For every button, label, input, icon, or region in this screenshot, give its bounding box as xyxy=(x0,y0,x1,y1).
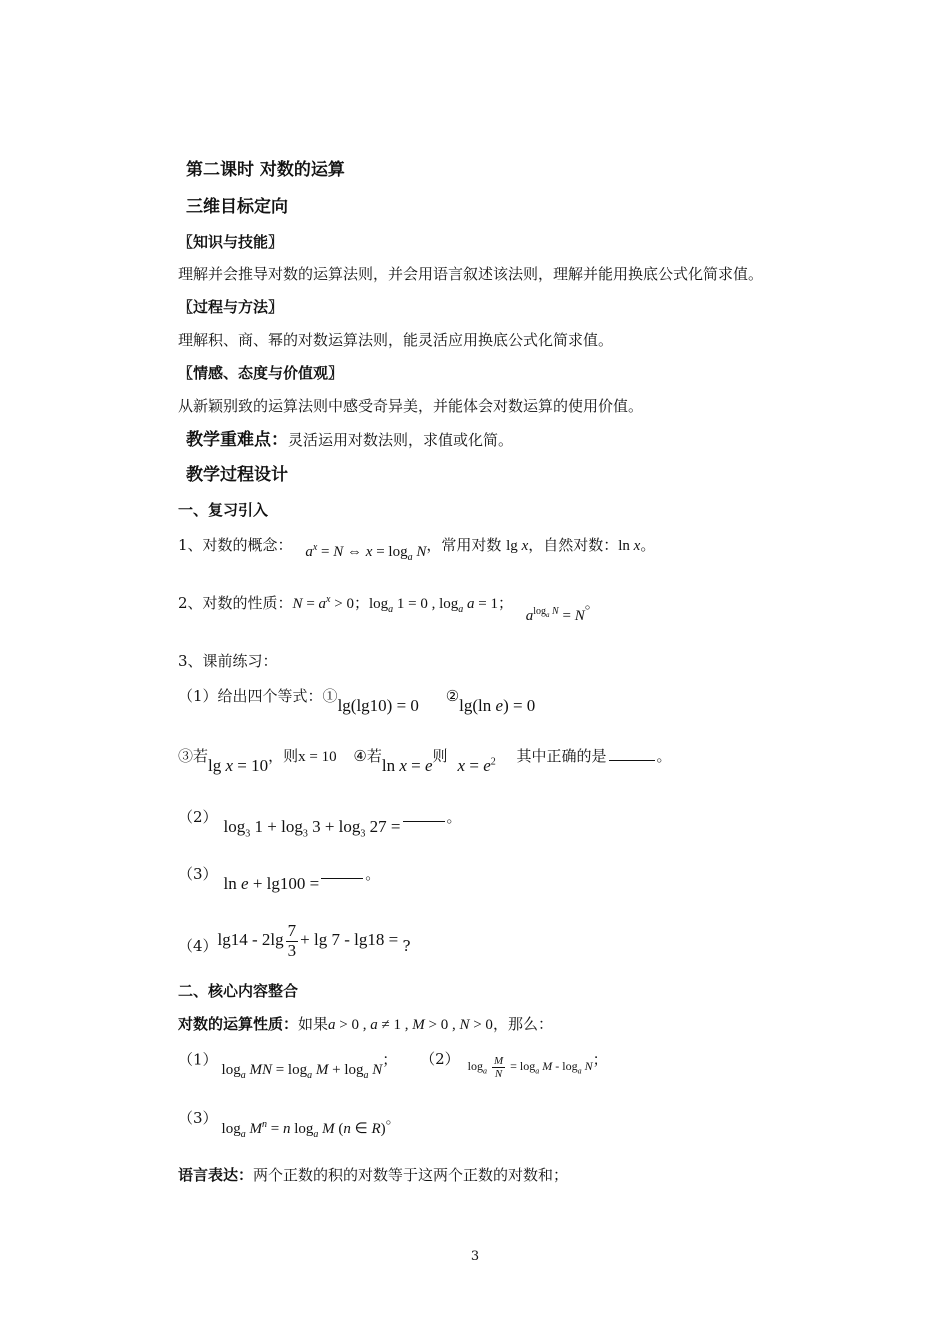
process-label: 〖过程与方法〗 xyxy=(178,298,284,316)
rules-line-2 xyxy=(178,1109,401,1140)
then-label-4: 则 xyxy=(432,747,448,765)
concept-prefix: 1、对数的概念： xyxy=(178,536,293,554)
concept-line xyxy=(178,536,656,563)
emotion-text: 从新颖别致的运算法则中感受奇异美，并能体会对数运算的使用价值。 xyxy=(178,397,644,415)
fraction-7-3: $\frac{7}{3}$ xyxy=(287,921,297,960)
property-end: 。 xyxy=(584,594,600,612)
rule-1-semi: ； xyxy=(382,1050,398,1069)
exercise-2-end: 。 xyxy=(446,808,462,826)
page-title: 第二课时 对数的运算 xyxy=(186,160,345,180)
exercise-3-end: 。 xyxy=(365,865,381,883)
rule-3-prefix: （3） xyxy=(178,1109,218,1127)
exercise-4-formula: lg14 - 2lg $\frac{7}{3}$ + lg 7 - lg18 = xyxy=(217,921,403,960)
language-label: 语言表达： xyxy=(178,1166,254,1184)
emotion-label: 〖情感、态度与价值观〗 xyxy=(178,364,344,382)
exercise-4 xyxy=(178,922,411,960)
identity-formula: $a^{log_a N} = N$ xyxy=(525,606,585,624)
page-number: 3 xyxy=(470,1249,480,1264)
natural-log: ln x xyxy=(618,538,641,554)
key-points-text: 灵活运用对数法则，求值或化简。 xyxy=(288,431,514,449)
rule-2-semi: ； xyxy=(592,1050,608,1069)
section2-heading: 二、核心内容整合 xyxy=(178,982,299,1000)
exercise-3 xyxy=(178,864,381,893)
exercise-4-prefix: （4） xyxy=(178,937,218,956)
exercise-1 xyxy=(178,686,536,715)
equation-3: lg x = 10 xyxy=(208,756,269,775)
property-statement xyxy=(178,1015,553,1034)
equation-3-result: x = 10 xyxy=(298,749,337,765)
rule-quotient: loga M N = loga M - loga N xyxy=(467,1055,593,1081)
knowledge-label: 〖知识与技能〗 xyxy=(178,233,284,251)
circle-2-label: ② xyxy=(445,687,460,705)
exercise-3-blank[interactable] xyxy=(321,868,363,879)
property-line xyxy=(178,594,600,624)
equation-4: ln x = e xyxy=(381,756,433,775)
property-then: ，那么： xyxy=(492,1015,553,1033)
rule-power: $\log_a M^n = n$ $\log_a M$ (n ∈ R) xyxy=(221,1119,386,1140)
equation-1: lg(lg10) = 0 xyxy=(337,696,419,715)
property-conditions: a > 0 , a ≠ 1 , M > 0 , N > 0 xyxy=(328,1017,493,1033)
then-label-3: ，则 xyxy=(268,747,299,765)
exercise-3-prefix: （3） xyxy=(178,865,218,883)
exercise-1b xyxy=(178,746,672,775)
property-formula: $N = a^x > 0$；$\log_a 1 = 0$ , $\log_a a = 1$； xyxy=(292,594,513,615)
property-if: 如果 xyxy=(298,1015,329,1033)
concept-mid2: ，自然对数： xyxy=(528,536,619,554)
rule-3-end: 。 xyxy=(385,1109,401,1127)
process-text: 理解积、商、幂的对数运算法则，能灵活应用换底公式化简求值。 xyxy=(178,331,614,349)
design-heading: 教学过程设计 xyxy=(186,465,288,485)
question-end: 。 xyxy=(656,747,672,765)
answer-blank[interactable] xyxy=(609,750,655,761)
exercise-2-formula: $\log_3 1 + \log_3 3 + \log_3 27$ = xyxy=(223,817,401,840)
goals-heading: 三维目标定向 xyxy=(186,197,288,217)
exercise-4-end: ? xyxy=(402,937,411,956)
rule-2-prefix: （2） xyxy=(420,1050,460,1069)
property-prefix: 2、对数的性质： xyxy=(178,594,293,612)
common-log: lg x xyxy=(506,538,529,554)
language-expression xyxy=(178,1166,568,1184)
circle-4-label: ④若 xyxy=(353,747,382,765)
circle-1-label: ① xyxy=(322,687,338,705)
concept-mid: ，常用对数 xyxy=(426,536,502,554)
exercise-2 xyxy=(178,807,462,840)
exercise-2-prefix: （2） xyxy=(178,808,218,826)
key-points-label: 教学重难点： xyxy=(186,430,288,450)
exercise-heading: 3、课前练习： xyxy=(178,652,278,670)
equation-2: lg(ln e) = 0 xyxy=(459,696,536,715)
concept-formula: $a^x = N$ ⇔ $x = \log_a N$ xyxy=(305,542,427,563)
property-label: 对数的运算性质： xyxy=(178,1015,299,1033)
question-text: 其中正确的是 xyxy=(516,747,607,765)
exercise-2-blank[interactable] xyxy=(403,811,445,822)
language-text: 两个正数的积的对数等于这两个正数的对数和； xyxy=(253,1166,569,1184)
exercise-3-formula: ln e + lg100 = xyxy=(223,874,320,893)
section1-heading: 一、复习引入 xyxy=(178,501,269,519)
key-points xyxy=(186,430,513,450)
rules-line-1 xyxy=(178,1049,608,1082)
exercise-1-prefix: （1）给出四个等式： xyxy=(178,687,323,705)
concept-end: 。 xyxy=(640,536,656,554)
circle-3-label: ③若 xyxy=(178,747,209,765)
knowledge-text: 理解并会推导对数的运算法则，并会用语言叙述该法则，理解并能用换底公式化简求值。 xyxy=(178,265,764,283)
rule-1-prefix: （1） xyxy=(178,1050,218,1069)
rule-product: $\log_a$ MN = $\log_a M + \log_a N$ xyxy=(221,1062,383,1082)
equation-4-result: $x = e^2$ xyxy=(457,756,496,775)
